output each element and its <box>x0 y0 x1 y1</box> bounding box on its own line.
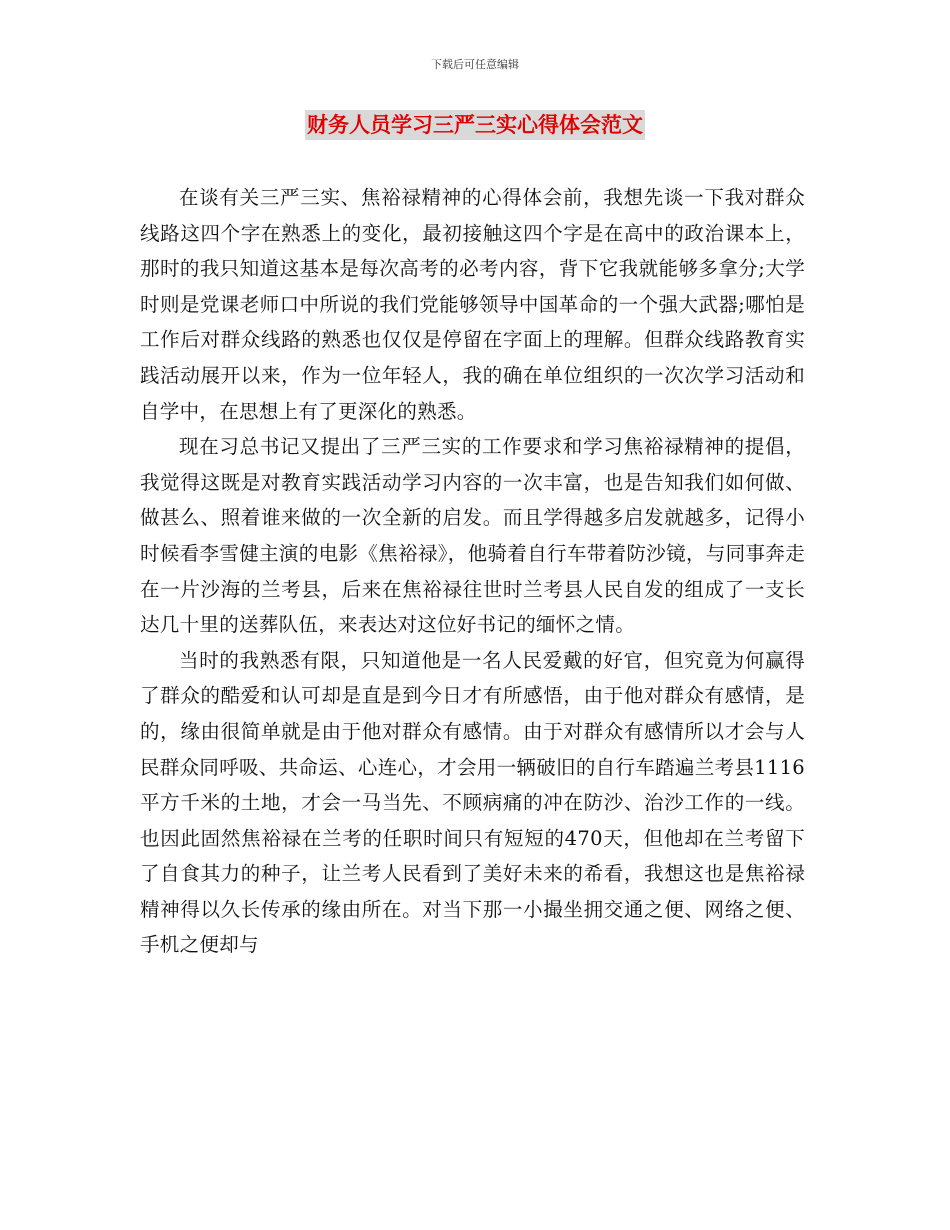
document-title: 财务人员学习三严三实心得体会范文 <box>305 110 645 140</box>
body-paragraph-1: 在谈有关三严三实、焦裕禄精神的心得体会前，我想先谈一下我对群众线路这四个字在熟悉上的变化，最初接触这四个字是在高中的政治课本上，那时的我只知道这基本是每次高考的必考内容，背下它我就能够多拿分;大学时则是党课老师口中所说的我们党能够领导中国革命的一个强大武器;哪怕是工作后对群众线路的熟悉也仅仅是停留在字面上的理解。但群众线路教育实践活动展开以来，作为一位年轻人，我的确在单位组织的一次次学习活动和自学中，在思想上有了更深化的熟悉。 <box>140 186 805 423</box>
body-paragraph-2: 现在习总书记又提出了三严三实的工作要求和学习焦裕禄精神的提倡，我觉得这既是对教育实践活动学习内容的一次丰富，也是告知我们如何做、做甚么、照着谁来做的一次全新的启发。而且学得越多启发就越多，记得小时候看李雪健主演的电影《焦裕禄》，他骑着自行车带着防沙镜，与同事奔走在一片沙海的兰考县，后来在焦裕禄往世时兰考县人民自发的组成了一支长达几十里的送葬队伍，来表达对这位好书记的缅怀之情。 <box>140 435 805 637</box>
page-header-note: 下载后可任意编辑 <box>431 58 519 71</box>
title-container <box>0 110 950 140</box>
document-body <box>140 180 805 963</box>
body-paragraph-3: 当时的我熟悉有限，只知道他是一名人民爱戴的好官，但究竟为何赢得了群众的酷爱和认可却是直是到今日才有所感悟，由于他对群众有感情，是的，缘由很简单就是由于他对群众有感情。由于对群众有感情所以才会与人民群众同呼吸、共命运、心连心，才会用一辆破旧的自行车踏遍兰考县1116平方千米的土地，才会一马当先、不顾病痛的冲在防沙、治沙工作的一线。也因此固然焦裕禄在兰考的任职时间只有短短的470天，但他却在兰考留下了自食其力的种子，让兰考人民看到了美好未来的希看，我想这也是焦裕禄精神得以久长传承的缘由所在。对当下那一小撮坐拥交通之便、网络之便、手机之便却与 <box>140 648 805 957</box>
